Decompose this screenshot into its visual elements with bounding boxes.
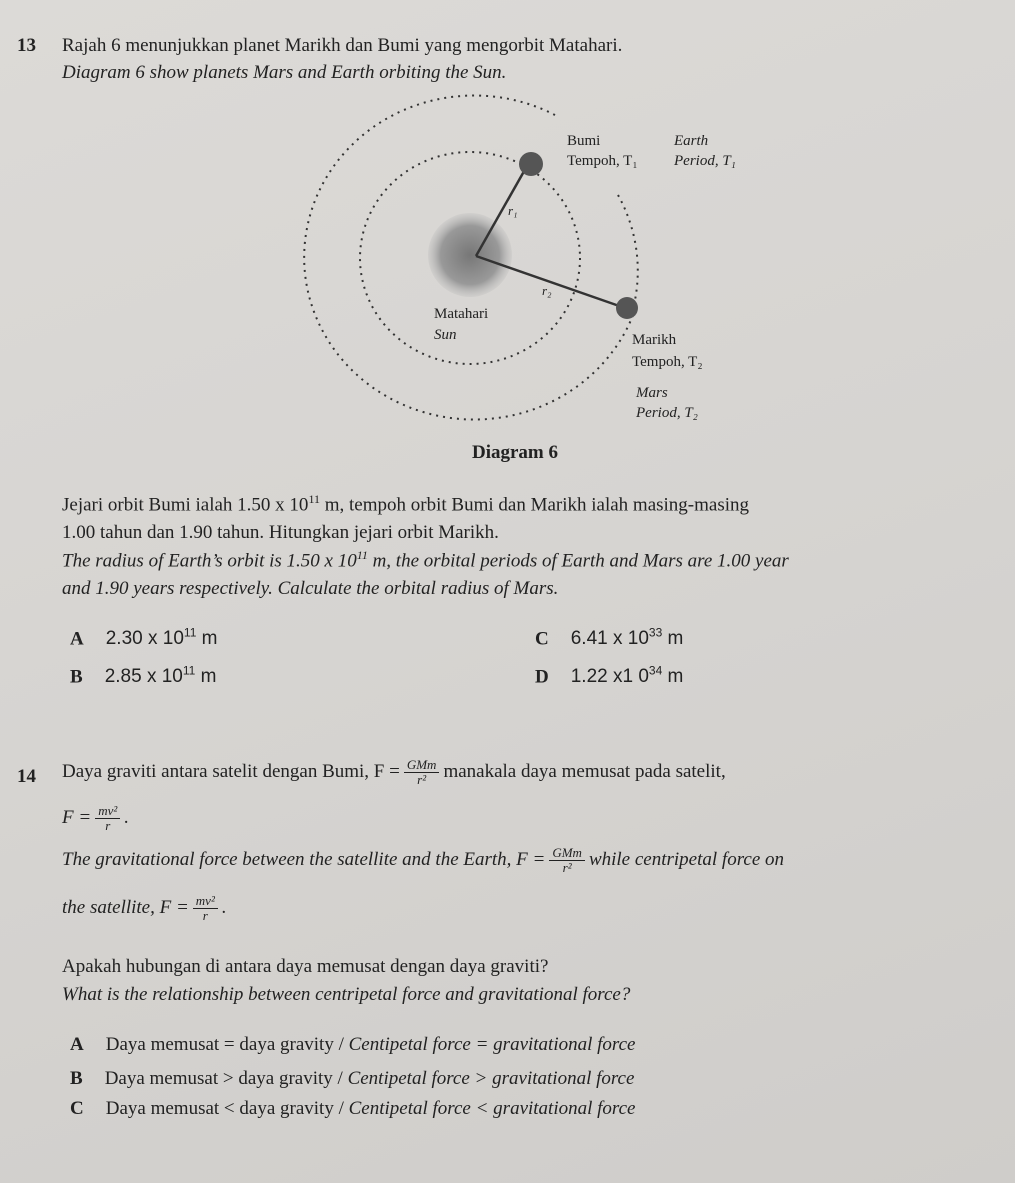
option-text-ms: Daya memusat = daya gravity /	[105, 1034, 349, 1055]
orbit-diagram-graphic	[0, 0, 1015, 480]
option-text-ms: Daya memusat < daya gravity /	[105, 1098, 349, 1119]
question-14-number: 14	[17, 766, 36, 787]
option-letter: C	[70, 1098, 84, 1119]
option-text-en: Centipetal force < gravitational force	[348, 1098, 636, 1119]
option-value	[105, 666, 217, 687]
q14-text-en-line2	[62, 894, 227, 923]
option-letter: A	[70, 1034, 84, 1055]
r2-label: r₂	[542, 283, 552, 298]
option-letter: B	[70, 1068, 83, 1089]
numerator: GMm	[549, 846, 585, 861]
text: Daya graviti antara satelit dengan Bumi, F =	[62, 760, 400, 782]
mantissa: 2.30 x 10	[105, 628, 184, 650]
q14-option-c[interactable]	[70, 1098, 635, 1120]
q13-text-en-line2: and 1.90 years respectively. Calculate the orbital radius of Mars.	[62, 578, 559, 599]
option-text-en: Centipetal force = gravitational force	[348, 1034, 636, 1055]
exponent: 11	[183, 626, 197, 640]
sun-shape	[428, 213, 512, 297]
text: .	[221, 896, 227, 918]
q13-option-d[interactable]	[535, 664, 683, 688]
denominator: r²	[562, 860, 572, 875]
mars-orbit-right	[618, 195, 638, 300]
mars-period-label-ms: Tempoh, T₂	[632, 354, 703, 370]
gravity-formula	[549, 846, 585, 875]
denominator: r²	[417, 772, 427, 787]
earth-shape	[519, 152, 543, 176]
sun-label-ms: Matahari	[434, 306, 489, 322]
text: m, tempoh orbit Bumi dan Marikh ialah masing-masing	[320, 494, 750, 516]
option-value	[106, 628, 218, 649]
earth-label-en: Earth	[674, 133, 709, 149]
option-text-en: Centipetal force > gravitational force	[347, 1068, 635, 1089]
q13-option-a[interactable]	[70, 626, 217, 650]
question-13-stem-en: Diagram 6 show planets Mars and Earth orbiting the Sun.	[62, 62, 507, 83]
option-letter: B	[70, 666, 83, 688]
centripetal-formula	[95, 804, 120, 833]
numerator: mv²	[193, 894, 218, 909]
text: m, the orbital periods of Earth and Mars are 1.00 year	[367, 550, 789, 572]
unit: m	[662, 628, 684, 650]
centripetal-formula	[193, 894, 218, 923]
q14-text-ms-line2	[62, 804, 129, 833]
earth-period-label-ms: Tempoh, T₁	[567, 153, 638, 169]
option-letter: D	[535, 666, 549, 688]
mars-label-ms: Marikh	[632, 332, 677, 348]
option-text-ms: Daya memusat > daya gravity /	[104, 1068, 348, 1089]
exponent: 11	[356, 548, 368, 562]
earth-label-ms: Bumi	[567, 133, 601, 149]
exponent: 34	[648, 664, 663, 678]
numerator: GMm	[404, 758, 440, 773]
exponent: 11	[182, 664, 196, 678]
q14-option-a[interactable]	[70, 1034, 635, 1056]
diagram-caption: Diagram 6	[472, 442, 559, 463]
text: F =	[62, 806, 92, 828]
question-13-stem-ms: Rajah 6 menunjukkan planet Marikh dan Bumi yang mengorbit Matahari.	[62, 35, 623, 56]
exponent: 11	[308, 492, 320, 506]
exponent: 33	[648, 626, 663, 640]
option-value	[571, 628, 684, 649]
q13-option-c[interactable]	[535, 626, 683, 650]
denominator: r	[105, 818, 111, 833]
text: the satellite, F =	[62, 896, 189, 918]
denominator: r	[202, 908, 208, 923]
unit: m	[195, 666, 217, 688]
mantissa: 2.85 x 10	[104, 666, 183, 688]
q13-text-ms-line2: 1.00 tahun dan 1.90 tahun. Hitungkan jejari orbit Marikh.	[62, 522, 499, 543]
q14-text-en-line1	[62, 846, 784, 875]
mars-shape	[616, 297, 638, 319]
option-letter: C	[535, 628, 549, 650]
text: .	[124, 806, 129, 828]
q14-option-b[interactable]	[70, 1068, 634, 1090]
unit: m	[662, 666, 684, 688]
gravity-formula	[404, 758, 440, 787]
mantissa: 1.22 x1 0	[570, 666, 649, 688]
q13-option-b[interactable]	[70, 664, 216, 688]
q14-text-ms-line1	[62, 758, 726, 787]
mantissa: 6.41 x 10	[570, 628, 649, 650]
question-13-number: 13	[17, 35, 36, 56]
q13-text-ms-line1	[62, 492, 749, 516]
text: The gravitational force between the satellite and the Earth, F =	[62, 848, 546, 870]
q14-question-ms: Apakah hubungan di antara daya memusat dengan daya graviti?	[62, 956, 549, 977]
numerator: mv²	[95, 804, 120, 819]
mars-label-en: Mars	[636, 385, 668, 401]
r1-label: r₁	[508, 203, 518, 218]
sun-label-en: Sun	[434, 327, 457, 343]
text: The radius of Earth’s orbit is 1.50 x 10	[62, 550, 357, 572]
option-value	[571, 666, 684, 687]
q13-text-en-line1	[62, 548, 789, 572]
unit: m	[196, 628, 218, 650]
q14-question-en: What is the relationship between centripetal force and gravitational force?	[62, 984, 631, 1005]
text: Jejari orbit Bumi ialah 1.50 x 10	[62, 494, 309, 516]
option-letter: A	[70, 628, 84, 650]
text: while centripetal force on	[588, 848, 785, 870]
text: manakala daya memusat pada satelit,	[443, 760, 726, 782]
mars-period-label-en: Period, T₂	[636, 405, 698, 421]
earth-period-label-en: Period, T₁	[674, 153, 736, 169]
